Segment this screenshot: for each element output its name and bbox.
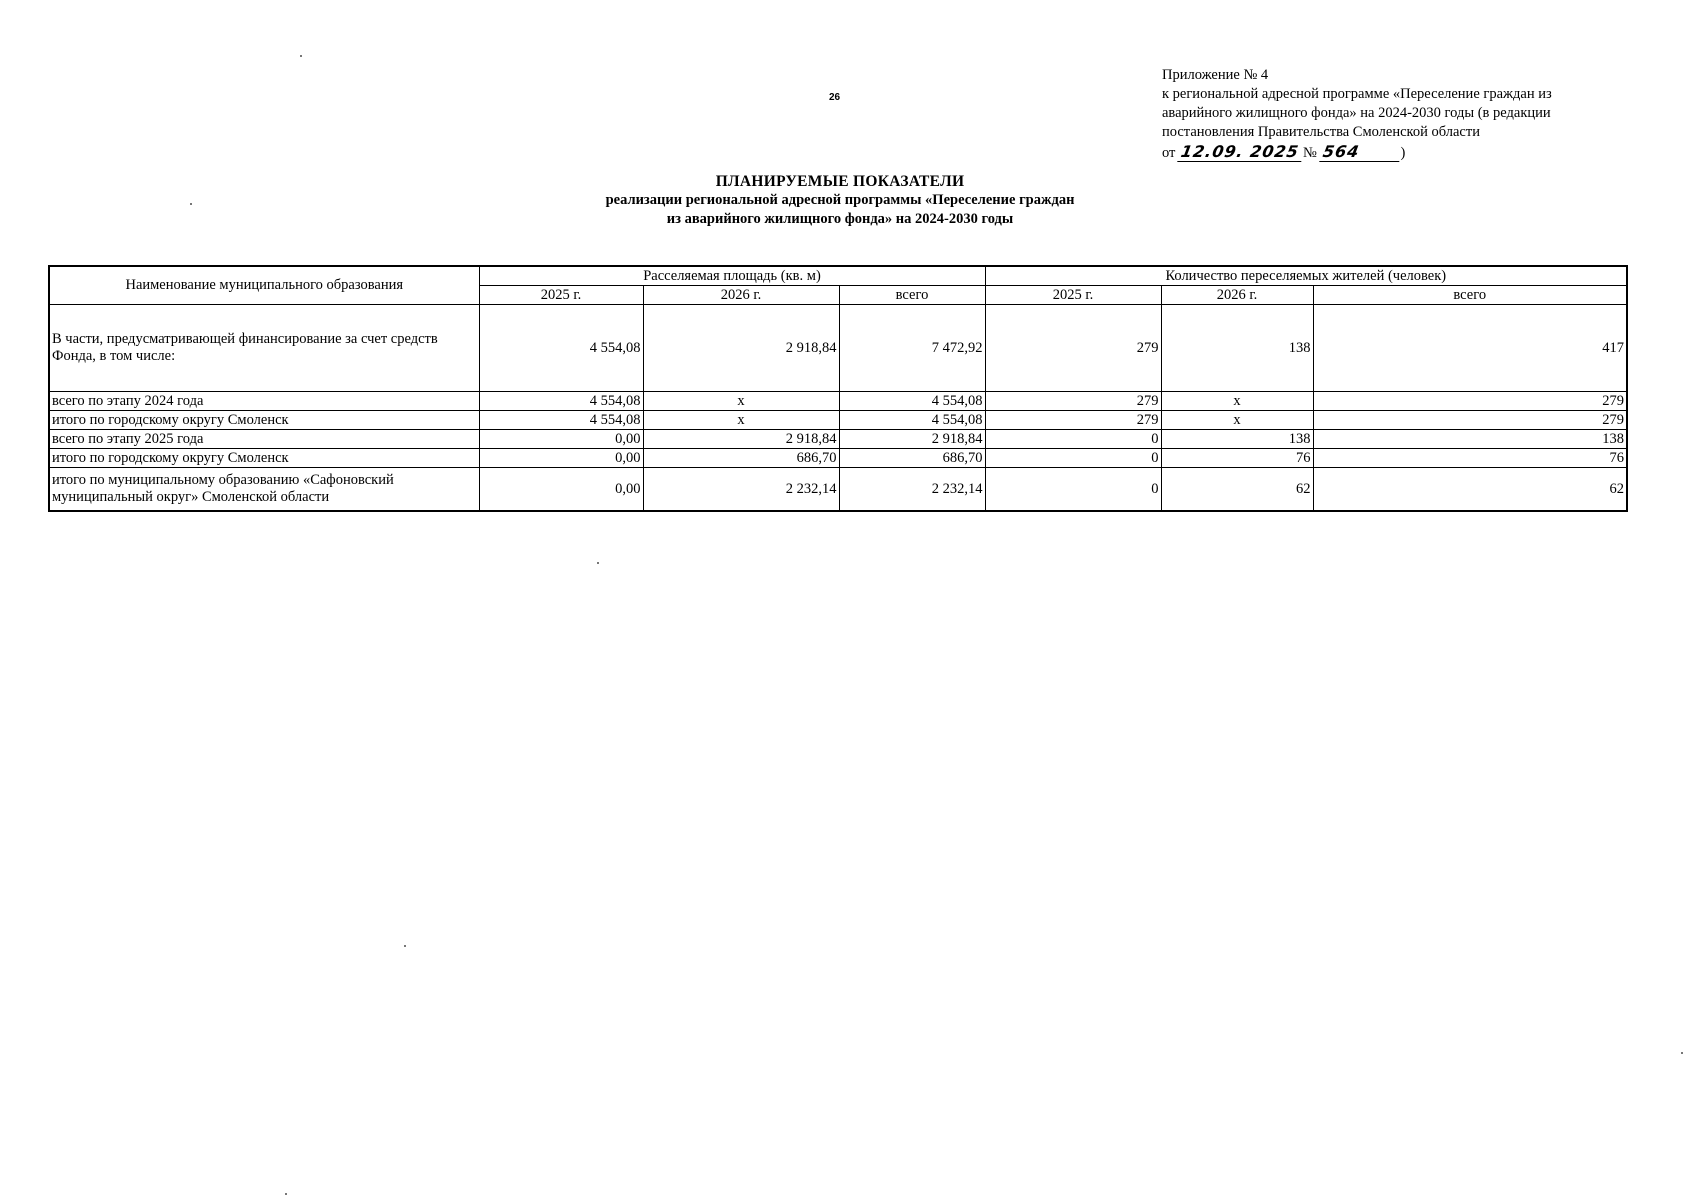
cell-res-total: 279 xyxy=(1313,411,1627,430)
cell-area-total: 7 472,92 xyxy=(839,305,985,392)
header-res-2025: 2025 г. xyxy=(985,286,1161,305)
cell-area-total: 2 918,84 xyxy=(839,430,985,449)
header-area-group: Расселяемая площадь (кв. м) xyxy=(479,266,985,286)
cell-res-2025: 0 xyxy=(985,430,1161,449)
header-area-2026: 2026 г. xyxy=(643,286,839,305)
cell-area-2026: 2 918,84 xyxy=(643,305,839,392)
indicators-table xyxy=(48,265,1628,512)
row-name: итого по городскому округу Смоленск xyxy=(49,449,479,468)
cell-area-total: 4 554,08 xyxy=(839,411,985,430)
title-main: ПЛАНИРУЕМЫЕ ПОКАЗАТЕЛИ xyxy=(715,173,965,190)
cell-area-2026: 2 918,84 xyxy=(643,430,839,449)
header-name-col: Наименование муниципального образования xyxy=(49,266,479,305)
cell-res-2026: х xyxy=(1161,411,1313,430)
number-label: № xyxy=(1303,145,1317,161)
appendix-block xyxy=(1162,66,1662,163)
row-name: В части, предусматривающей финансирование за счет средств Фонда, в том числе: xyxy=(49,305,479,392)
handwritten-date: 12.09. 2025 xyxy=(1177,142,1305,162)
row-name: итого по муниципальному образованию «Сафоновский муниципальный округ» Смоленской области xyxy=(49,468,479,512)
cell-res-2025: 279 xyxy=(985,392,1161,411)
cell-area-2026: х xyxy=(643,411,839,430)
table-row xyxy=(49,392,1627,411)
cell-area-2025: 4 554,08 xyxy=(479,305,643,392)
table-row xyxy=(49,430,1627,449)
cell-res-2026: 76 xyxy=(1161,449,1313,468)
cell-res-2026: х xyxy=(1161,392,1313,411)
table-row xyxy=(49,411,1627,430)
appendix-line-3: аварийного жилищного фонда» на 2024-2030 годы (в редакции xyxy=(1162,105,1551,121)
cell-area-2025: 0,00 xyxy=(479,468,643,512)
scan-speck xyxy=(190,203,192,205)
scan-speck xyxy=(1681,1052,1683,1054)
appendix-line-4: постановления Правительства Смоленской области xyxy=(1162,124,1480,140)
table-row xyxy=(49,449,1627,468)
cell-area-total: 2 232,14 xyxy=(839,468,985,512)
cell-area-total: 686,70 xyxy=(839,449,985,468)
cell-res-2025: 279 xyxy=(985,411,1161,430)
cell-res-total: 417 xyxy=(1313,305,1627,392)
scan-speck xyxy=(285,1193,287,1195)
cell-area-2025: 4 554,08 xyxy=(479,392,643,411)
cell-res-2025: 279 xyxy=(985,305,1161,392)
closing-paren: ) xyxy=(1400,145,1406,161)
cell-res-total: 62 xyxy=(1313,468,1627,512)
title-sub-2: из аварийного жилищного фонда» на 2024-2030 годы xyxy=(666,211,1014,227)
document-title xyxy=(340,172,1340,229)
cell-area-2026: 2 232,14 xyxy=(643,468,839,512)
appendix-date-line xyxy=(1162,142,1662,163)
cell-res-2026: 138 xyxy=(1161,430,1313,449)
header-res-total: всего xyxy=(1313,286,1627,305)
cell-area-total: 4 554,08 xyxy=(839,392,985,411)
cell-area-2025: 4 554,08 xyxy=(479,411,643,430)
row-name: всего по этапу 2024 года xyxy=(49,392,479,411)
cell-res-2026: 138 xyxy=(1161,305,1313,392)
header-res-2026: 2026 г. xyxy=(1161,286,1313,305)
cell-res-total: 279 xyxy=(1313,392,1627,411)
cell-res-2025: 0 xyxy=(985,468,1161,512)
header-row-1 xyxy=(49,266,1627,286)
scan-speck xyxy=(404,945,406,947)
cell-res-total: 138 xyxy=(1313,430,1627,449)
appendix-line-2: к региональной адресной программе «Переселение граждан из xyxy=(1162,86,1552,102)
header-area-total: всего xyxy=(839,286,985,305)
from-label: от xyxy=(1162,145,1176,161)
appendix-line-1: Приложение № 4 xyxy=(1162,67,1269,83)
cell-area-2026: х xyxy=(643,392,839,411)
row-name: итого по городскому округу Смоленск xyxy=(49,411,479,430)
cell-res-2025: 0 xyxy=(985,449,1161,468)
scan-speck xyxy=(300,55,302,57)
cell-area-2026: 686,70 xyxy=(643,449,839,468)
cell-res-2026: 62 xyxy=(1161,468,1313,512)
header-residents-group: Количество переселяемых жителей (человек) xyxy=(985,266,1627,286)
table-row xyxy=(49,305,1627,392)
cell-area-2025: 0,00 xyxy=(479,430,643,449)
page-number: 26 xyxy=(829,92,841,103)
cell-res-total: 76 xyxy=(1313,449,1627,468)
title-sub-1: реализации региональной адресной программы «Переселение граждан xyxy=(605,192,1075,208)
header-area-2025: 2025 г. xyxy=(479,286,643,305)
handwritten-number: 564 xyxy=(1319,142,1403,162)
scan-speck xyxy=(597,562,599,564)
table-row xyxy=(49,468,1627,512)
row-name: всего по этапу 2025 года xyxy=(49,430,479,449)
cell-area-2025: 0,00 xyxy=(479,449,643,468)
